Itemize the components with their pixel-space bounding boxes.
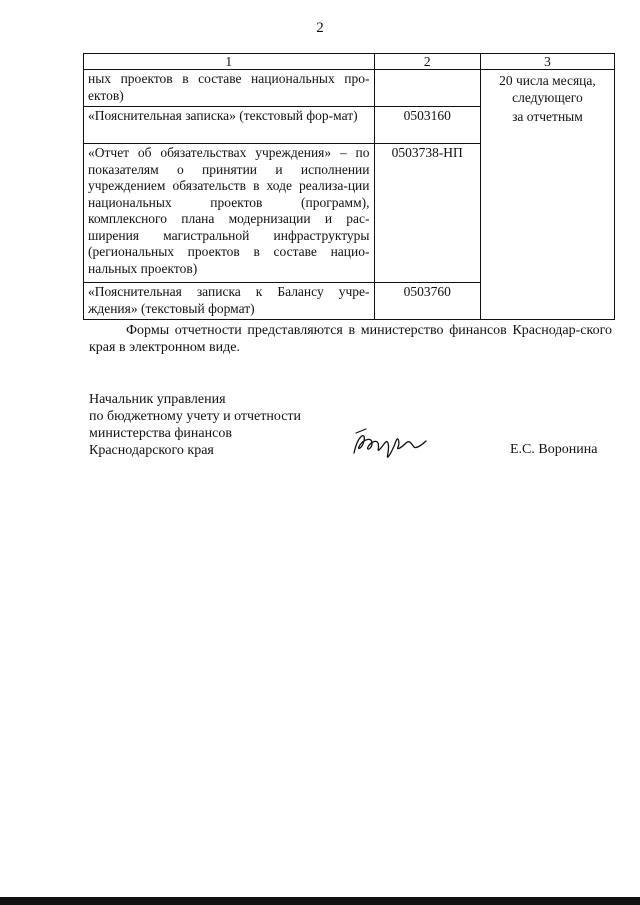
form-code-cell: 0503738-НП bbox=[374, 144, 480, 283]
deadline-line: за отчетным bbox=[512, 109, 583, 124]
table-header-col-1: 1 bbox=[84, 54, 375, 70]
handwritten-signature bbox=[350, 425, 430, 468]
table-header-row bbox=[84, 54, 615, 70]
form-name-cell: «Пояснительная записка к Балансу учре-ждения» (текстовый формат) bbox=[84, 283, 375, 320]
deadline-cell bbox=[480, 70, 614, 320]
signatory-name: Е.С. Воронина bbox=[510, 442, 598, 457]
form-code-cell bbox=[374, 70, 480, 107]
form-code-cell: 0503160 bbox=[374, 107, 480, 144]
table-header-col-3: 3 bbox=[480, 54, 614, 70]
position-line: Начальник управления bbox=[89, 392, 226, 407]
report-forms-table bbox=[83, 53, 615, 320]
position-line: Краснодарского края bbox=[89, 443, 214, 458]
submission-note: Формы отчетности представляются в министерство финансов Краснодар-ского края в электронном виде. bbox=[89, 323, 612, 355]
form-name-cell: «Отчет об обязательствах учреждения» – по показателям о принятии и исполнении учреждением обязательств в ходе реализа-ции национальных проектов (программ), комплексного плана модернизации и рас-ширения магистральной инфраструктуры (региональных проектов в составе нацио-нальных проектов) bbox=[84, 144, 375, 283]
deadline-line: следующего bbox=[512, 89, 583, 105]
table-row bbox=[84, 70, 615, 107]
scan-border bbox=[0, 897, 640, 905]
position-line: по бюджетному учету и отчетности bbox=[89, 409, 302, 424]
position-line: министерства финансов bbox=[89, 426, 232, 441]
table-header-col-2: 2 bbox=[374, 54, 480, 70]
signatory-position bbox=[89, 391, 301, 459]
page-number: 2 bbox=[316, 20, 324, 36]
form-name-cell: ных проектов в составе национальных про-ектов) bbox=[84, 70, 375, 107]
deadline-line: 20 числа месяца, bbox=[499, 73, 596, 88]
form-code-cell: 0503760 bbox=[374, 283, 480, 320]
form-name-cell: «Пояснительная записка» (текстовый фор-мат) bbox=[84, 107, 375, 144]
